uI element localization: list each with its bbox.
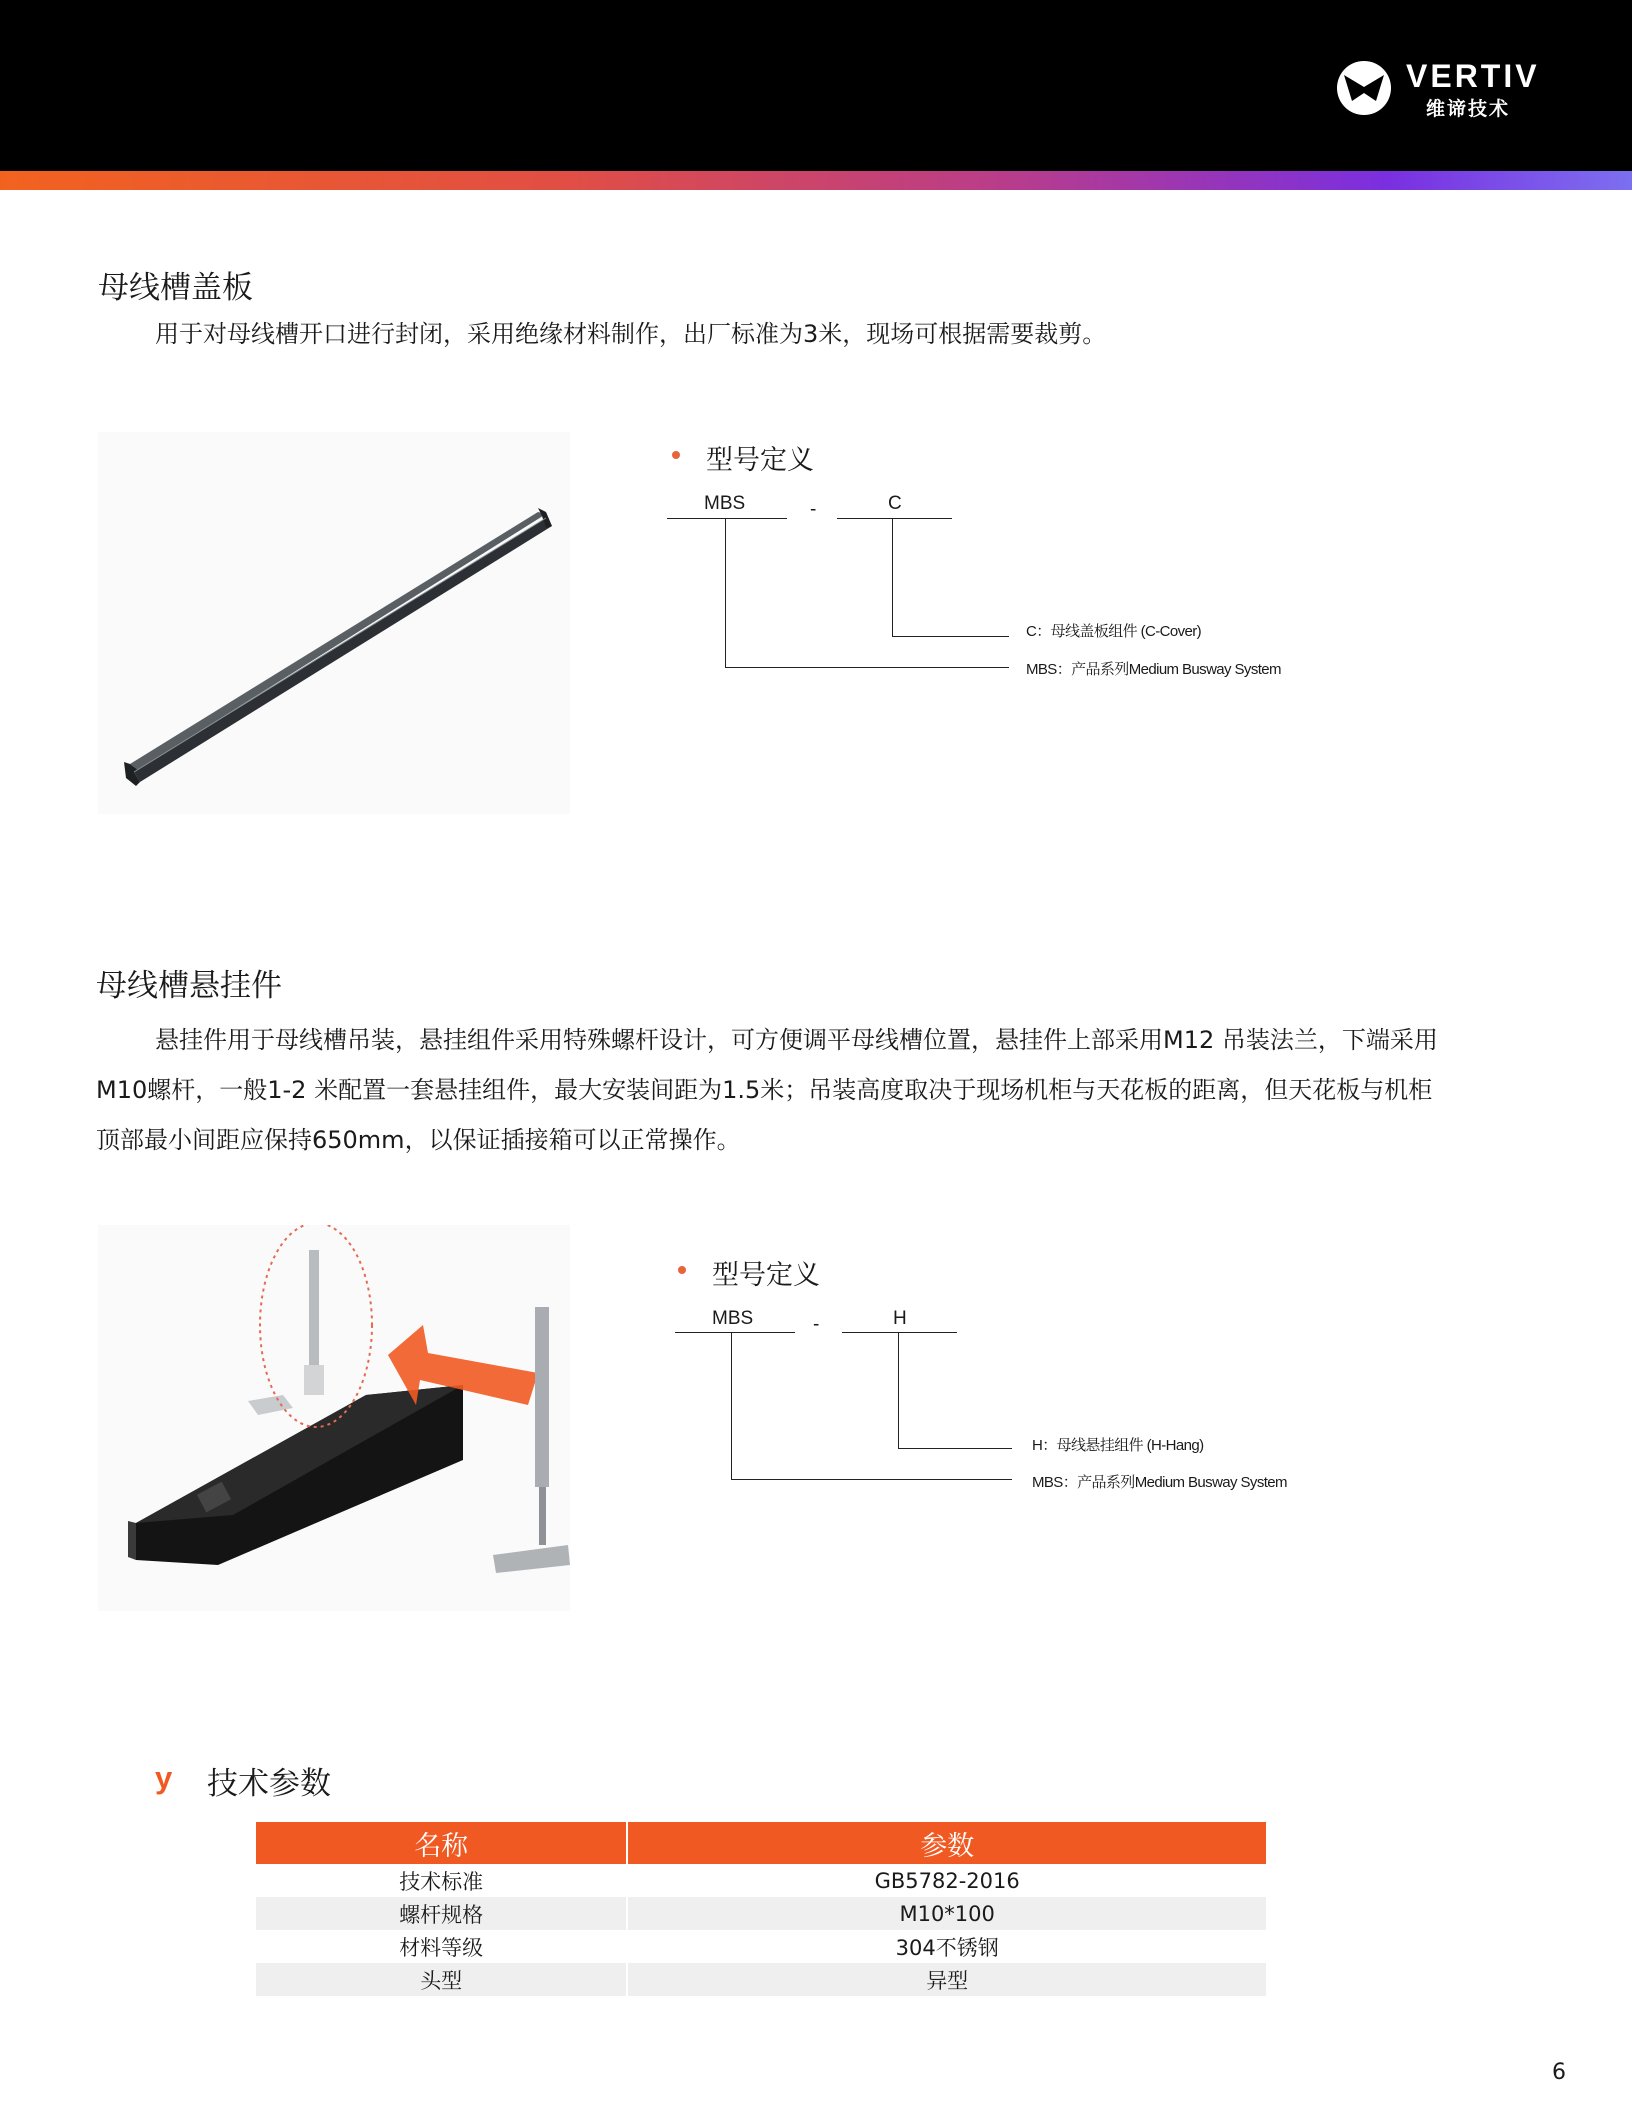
model-code-prefix: MBS: [704, 493, 746, 514]
model-note-suffix: C：母线盖板组件 (C-Cover): [1026, 623, 1202, 640]
hanger-description-line3: 顶部最小间距应保持650mm，以保证插接箱可以正常操作。: [96, 1126, 741, 1154]
table-cell-name: 螺杆规格: [256, 1897, 627, 1930]
section-marker: y: [155, 1760, 173, 1795]
table-cell-value: 异型: [627, 1963, 1266, 1996]
bullet-icon: [672, 451, 680, 459]
model-definition-title: 型号定义: [712, 1260, 820, 1291]
header-gradient-bar: [0, 171, 1632, 190]
table-row: [256, 1930, 1266, 1963]
cover-description: 用于对母线槽开口进行封闭，采用绝缘材料制作，出厂标准为3米，现场可根据需要裁剪。: [155, 320, 1107, 348]
vertiv-logo: [1334, 56, 1574, 120]
model-suffix-underline: [837, 518, 952, 519]
suffix-leader-vertical: [898, 1333, 899, 1448]
table-row: [256, 1963, 1266, 1996]
section-heading-cover: 母线槽盖板: [98, 270, 253, 306]
model-definition-title: 型号定义: [706, 445, 814, 476]
suffix-leader-horizontal: [898, 1448, 1012, 1449]
section-heading-hanger: 母线槽悬挂件: [96, 968, 282, 1004]
model-note-prefix: MBS：产品系列Medium Busway System: [1026, 661, 1281, 678]
prefix-leader-horizontal: [731, 1479, 1012, 1480]
vertiv-logo-icon: [1334, 58, 1394, 118]
table-cell-name: 材料等级: [399, 1935, 484, 1960]
table-row: [256, 1864, 1266, 1897]
model-code-suffix: C: [888, 493, 902, 514]
tech-params-title: 技术参数: [207, 1766, 331, 1802]
model-code-dash: -: [810, 499, 817, 520]
model-suffix-underline: [842, 1332, 957, 1333]
table-header-row: [256, 1822, 1266, 1864]
table-cell-name: 技术标准: [399, 1869, 484, 1894]
table-header-param: 参数: [627, 1822, 1266, 1864]
table-cell-name: 头型: [256, 1963, 627, 1996]
table-cell-value: GB5782-2016: [627, 1864, 1266, 1897]
bullet-icon: [678, 1266, 686, 1274]
brand-name: VERTIV: [1406, 58, 1540, 94]
suffix-leader-vertical: [892, 519, 893, 636]
table-header-name: 名称: [256, 1822, 627, 1864]
page-number: 6: [1552, 2060, 1566, 2085]
model-prefix-underline: [675, 1332, 795, 1333]
model-code-prefix: MBS: [712, 1308, 754, 1329]
tech-params-table: [256, 1822, 1266, 1996]
hanger-description-line2: M10螺杆，一般1-2 米配置一套悬挂组件，最大安装间距为1.5米；吊装高度取决于现场机柜与天花板的距离，但天花板与机柜: [96, 1076, 1433, 1104]
table-cell-value: 304不锈钢: [627, 1930, 1266, 1963]
model-prefix-underline: [667, 518, 787, 519]
table-row: [256, 1897, 1266, 1930]
model-note-prefix: MBS：产品系列Medium Busway System: [1032, 1474, 1287, 1491]
prefix-leader-vertical: [731, 1333, 732, 1479]
busway-hanger-image: [98, 1225, 570, 1611]
table-cell-value: M10*100: [627, 1897, 1266, 1930]
brand-subtitle: 维谛技术: [1426, 98, 1511, 120]
prefix-leader-horizontal: [725, 667, 1009, 668]
suffix-leader-horizontal: [892, 636, 1009, 637]
busway-cover-image: [98, 432, 570, 814]
model-code-suffix: H: [893, 1308, 907, 1329]
model-note-suffix: H：母线悬挂组件 (H-Hang): [1032, 1437, 1204, 1454]
hanger-description-line1: 悬挂件用于母线槽吊装，悬挂组件采用特殊螺杆设计，可方便调平母线槽位置，悬挂件上部采用M12 吊装法兰，下端采用: [155, 1026, 1438, 1054]
prefix-leader-vertical: [725, 519, 726, 667]
model-code-dash: -: [813, 1314, 820, 1335]
